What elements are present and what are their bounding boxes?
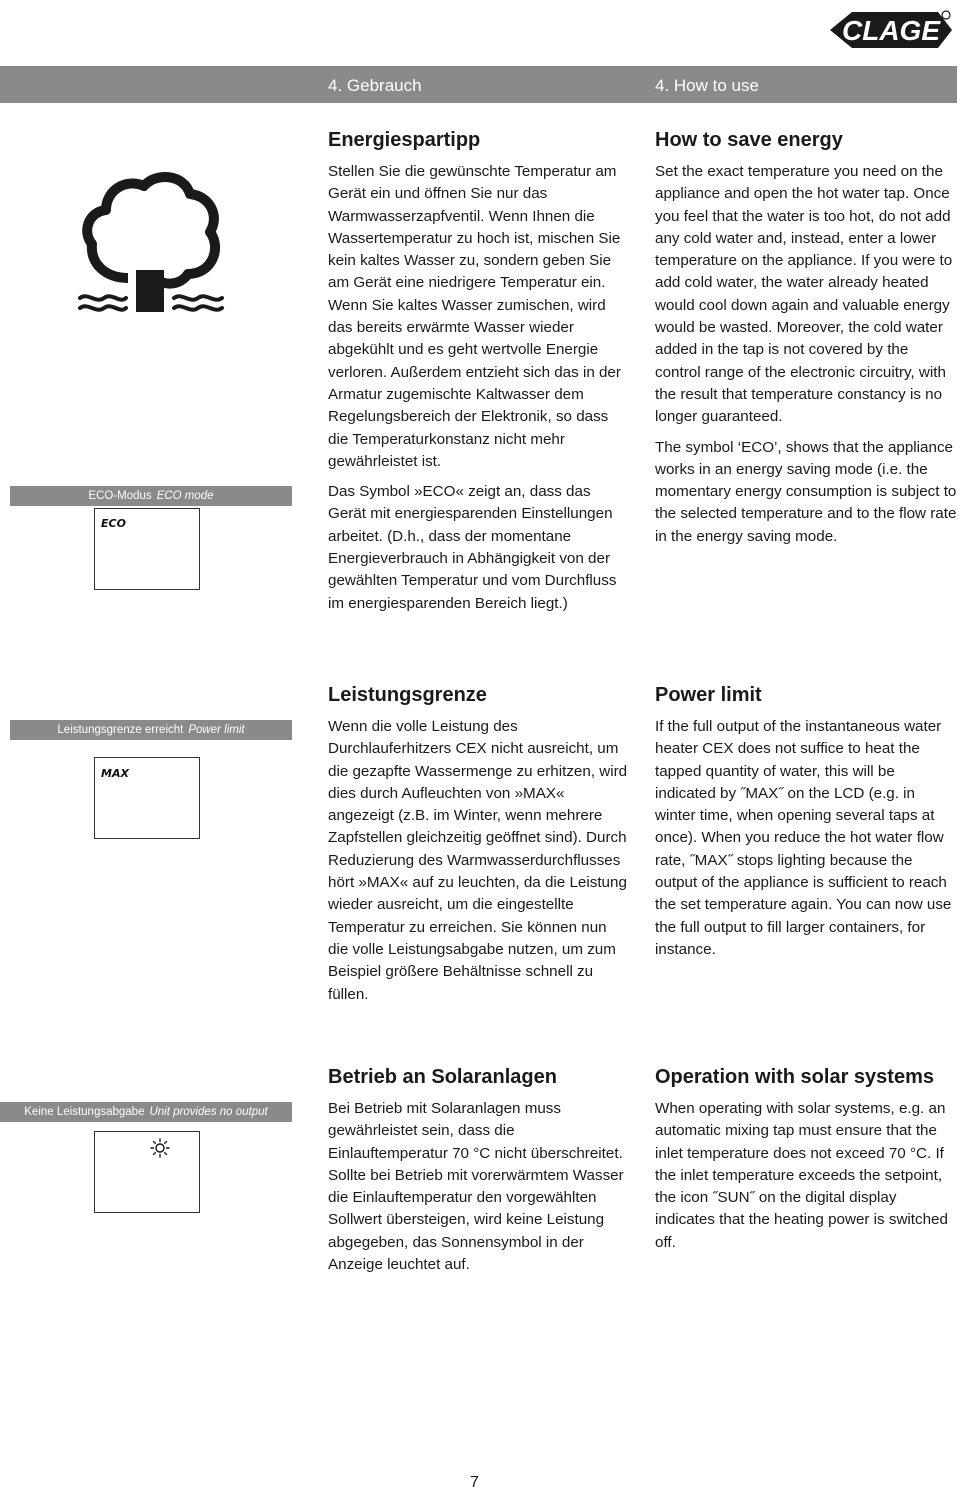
max-lcd-text: MAX <box>101 767 129 780</box>
solar-en-column <box>655 1064 957 1254</box>
eco-mode-label <box>10 486 292 506</box>
energy-de-column <box>328 127 628 615</box>
energy-de-title: Energiespartipp <box>328 129 481 151</box>
power-de-title: Leistungsgrenze <box>328 684 487 706</box>
sun-icon <box>150 1138 170 1158</box>
clage-logo <box>826 8 956 52</box>
solar-en-paragraph-1: When operating with solar systems, e.g. an automatic mixing tap must ensure that the inlet temperature does not exceed 70 °C. If the inlet temperature exceeds the setpoint, the icon ˝SUN˝ on the digital display indicates that the heating power is switched off. <box>655 1100 948 1251</box>
solar-label-en: Unit provides no output <box>149 1106 268 1118</box>
solar-de-paragraph-1: Bei Betrieb mit Solaranlagen muss gewährleistet sein, dass die Einlauftemperatur 70 °C nicht überschreitet. Sollte bei Betrieb mit vorerwärmtem Wasser die Einlauftemperatur den vorgewählten Sollwert übersteigen, wird keine Leistung abgegeben, das Sonnensymbol in der Anzeige leuchtet auf. <box>328 1100 624 1274</box>
header-bar <box>0 66 957 103</box>
eco-lcd-text: ECO <box>101 517 126 530</box>
power-de-paragraph-1: Wenn die volle Leistung des Durchlauferhitzers CEX nicht ausreicht, um die gezapfte Wassermenge zu erhitzen, wird dies durch Aufleuchten von »MAX« angezeigt (z.B. im Winter, wenn mehrere Zapfstellen gleichzeitig geöffnet sind). Durch Reduzierung des Warmwasserdurchflusses hört »MAX« auf zu leuchten, da die Leistung wieder ausreicht, um die eingestellte Temperatur zu erreichen. Sie können nun die volle Leistungsabgabe nutzen, um zum Beispiel größere Behältnisse schnell zu füllen. <box>328 718 628 1003</box>
solar-de-title: Betrieb an Solaranlagen <box>328 1066 557 1088</box>
eco-label-de: ECO-Modus <box>88 490 152 502</box>
svg-text:CLAGE: CLAGE <box>842 15 940 46</box>
eco-lcd-display <box>94 508 200 590</box>
energy-en-column <box>655 127 957 548</box>
power-en-paragraph-1: If the full output of the instantaneous water heater CEX does not suffice to heat the tapped quantity of water, this will be indicated by ˝MAX˝ on the LCD (e.g. in winter time, when opening several taps at once). When you reduce the hot water flow rate, ˝MAX˝ stops lighting because the output of the appliance is sufficient to reach the set temperature again. You can now use the full output to fill larger containers, for instance. <box>655 718 952 958</box>
eco-label-en: ECO mode <box>156 490 214 502</box>
energy-de-paragraph-1: Stellen Sie die gewünschte Temperatur am Gerät ein und öffnen Sie nur das Warmwasserzapfventil. Wenn Ihnen die Wassertemperatur zu hoch ist, mischen Sie kein kaltes Wasser zu, sondern geben Sie am Gerät eine niedrigere Temperatur ein. Wenn Sie kaltes Wasser zumischen, wird das bereits erwärmte Wasser wieder abgekühlt und es geht wertvolle Energie verloren. Außerdem entzieht sich das in der Armatur zugemischte Kaltwasser dem Regelungsbereich der Elektronik, so dass die Temperaturkonstanz nicht mehr gewährleistet ist. <box>328 163 621 470</box>
energy-en-paragraph-1: Set the exact temperature you need on the appliance and open the hot water tap. Once you feel that the water is too hot, do not add any cold water and, instead, enter a lower temperature on the appliance. If you were to add cold water, the water already heated would cool down again and valuable energy would be wasted. Moreover, the cold water added in the tap is not covered by the control range of the electronic circuitry, with the result that temperature constancy is no longer guaranteed. <box>655 163 953 426</box>
energy-en-paragraph-2: The symbol ‘ECO’, shows that the appliance works in an energy saving mode (i.e. the momentary energy consumption is subject to the selected temperature and to the flow rate in the energy saving mode. <box>655 438 957 545</box>
header-right-title: 4. How to use <box>655 76 759 95</box>
solar-label-de: Keine Leistungsabgabe <box>24 1106 145 1118</box>
power-en-column <box>655 682 957 961</box>
no-output-label <box>0 1102 292 1122</box>
energy-tree-icon <box>76 170 226 320</box>
power-label-de: Leistungsgrenze erreicht <box>57 724 184 736</box>
header-left-title: 4. Gebrauch <box>328 76 422 95</box>
energy-en-title: How to save energy <box>655 129 843 151</box>
power-en-title: Power limit <box>655 684 762 706</box>
max-lcd-display <box>94 757 200 839</box>
solar-de-column <box>328 1064 628 1276</box>
sun-lcd-display <box>94 1131 200 1213</box>
power-limit-label <box>10 720 292 740</box>
energy-de-paragraph-2: Das Symbol »ECO« zeigt an, dass das Gerät mit energiesparenden Einstellungen arbeitet. (D.h., dass der momentane Energieverbrauch in Abhängigkeit von der gewählten Temperatur und vom Durchfluss im energiesparenden Bereich liegt.) <box>328 483 617 612</box>
page-number: 7 <box>470 1474 479 1491</box>
power-label-en: Power limit <box>188 724 245 736</box>
solar-en-title: Operation with solar systems <box>655 1066 934 1088</box>
power-de-column <box>328 682 628 1006</box>
